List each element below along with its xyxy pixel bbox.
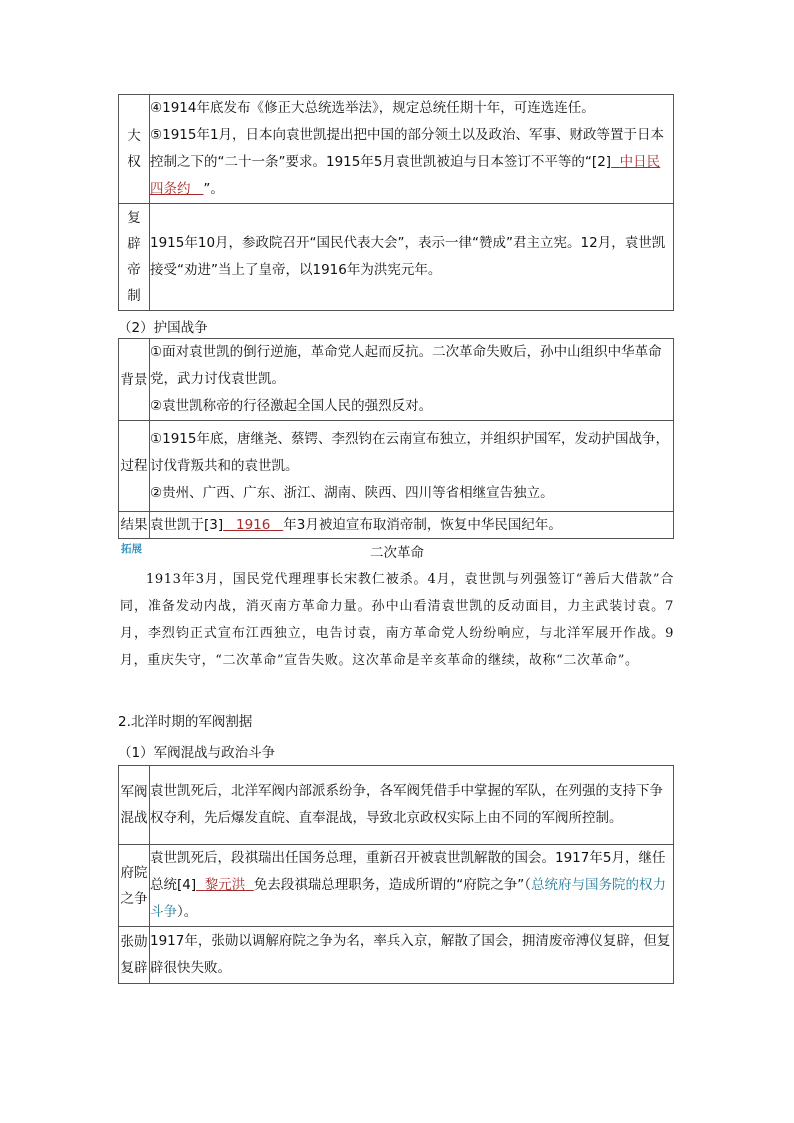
item-4: ④1914年底发布《修正大总统选举法》，规定总统任期十年，可连选连任。 <box>150 100 595 116</box>
row-content-hunzhan: 袁世凯死后，北洋军阀内部派系纷争，各军阀凭借手中掌握的军队，在列强的支持下争权夺利，先后爆发直皖、直奉混战，导致北京政权实际上由不同的军阀所控制。 <box>150 766 674 845</box>
table-junfa <box>118 765 674 984</box>
row-content-fubi: 1915年10月，参政院召开“国民代表大会”，表示一律“赞成”君主立宪。12月，袁世凯接受“劝进”当上了皇帝，以1916年为洪宪元年。 <box>150 204 674 311</box>
extension-text: 1913年3月，国民党代理理事长宋教仁被杀。4月，袁世凯与列强签订“善后大借款”合同，准备发动内战，消灭南方革命力量。孙中山看清袁世凯的反动面目，力主武装讨袁。7月，李烈钧正式宣布江西独立，电告讨袁，南方革命党人纷纷响应，与北洋军展开作战。9月，重庆失守，“二次革命”宣告失败。这次革命是辛亥革命的继续，故称“二次革命”。 <box>120 572 674 668</box>
row-label-hunzhan: 军阀 混战 <box>119 766 150 845</box>
table-row <box>119 421 674 512</box>
answer-blank-4: 黎元洪 <box>204 877 246 893</box>
extension-title: 二次革命 <box>370 545 424 561</box>
annotation-note: 总统府与国务院的权力斗争 <box>150 877 667 920</box>
answer-blank-3: 1916 <box>236 517 271 533</box>
row-label-guocheng: 过程 <box>119 421 150 512</box>
table-row <box>119 95 674 204</box>
table-row <box>119 845 674 927</box>
table-row <box>119 927 674 984</box>
section-junfa-heading: （1）军阀混战与政治斗争 <box>118 745 276 761</box>
section-2-heading: 2.北洋时期的军阀割据 <box>118 714 253 730</box>
row-label-fubi-zhangxun: 张勋 复辟 <box>119 927 150 984</box>
section-huguo-heading: （2）护国战争 <box>118 320 208 336</box>
table-row <box>119 204 674 311</box>
table-row <box>119 339 674 421</box>
answer-blank-2: 中日民四条约 <box>150 154 661 197</box>
row-content-fubi-zhangxun: 1917年，张勋以调解府院之争为名，率兵入京，解散了国会，拥清废帝溥仪复辟，但复辟很快失败。 <box>150 927 674 984</box>
table-huguo <box>118 338 674 539</box>
row-label-jieguo: 结果 <box>119 512 150 539</box>
row-label-beijing: 背景 <box>119 339 150 421</box>
row-content-jieguo: 袁世凯于[3] 1916 年3月被迫宣布取消帝制，恢复中华民国纪年。 <box>150 512 674 539</box>
extension-tag: 拓展 <box>121 543 142 555</box>
row-content-fuyuan: 袁世凯死后，段祺瑞出任国务总理，重新召开被袁世凯解散的国会。1917年5月，继任总统[4] 黎元洪 免去段祺瑞总理职务，造成所谓的“府院之争”（总统府与国务院的权力斗争）。 <box>150 845 674 927</box>
row-label-daquan: 大 权 <box>119 95 150 204</box>
item-5: ⑤1915年1月，日本向袁世凯提出把中国的部分领土以及政治、军事、财政等置于日本控制之下的“二十一条”要求。1915年5月袁世凯被迫与日本签订不平等的“[2] 中日民四条约 ”。 <box>150 127 665 197</box>
row-content-daquan <box>150 95 674 204</box>
table-row <box>119 512 674 539</box>
table-row <box>119 766 674 845</box>
row-content-guocheng: ①1915年底，唐继尧、蔡锷、李烈钧在云南宣布独立，并组织护国军，发动护国战争，讨伐背叛共和的袁世凯。 ②贵州、广西、广东、浙江、湖南、陕西、四川等省相继宣告独立。 <box>150 421 674 512</box>
row-content-beijing: ①面对袁世凯的倒行逆施，革命党人起而反抗。二次革命失败后，孙中山组织中华革命党，武力讨伐袁世凯。 ②袁世凯称帝的行径激起全国人民的强烈反对。 <box>150 339 674 421</box>
row-label-fuyuan: 府院 之争 <box>119 845 150 927</box>
table-dazheng <box>118 94 674 311</box>
row-label-fubi: 复 辟 帝 制 <box>119 204 150 311</box>
